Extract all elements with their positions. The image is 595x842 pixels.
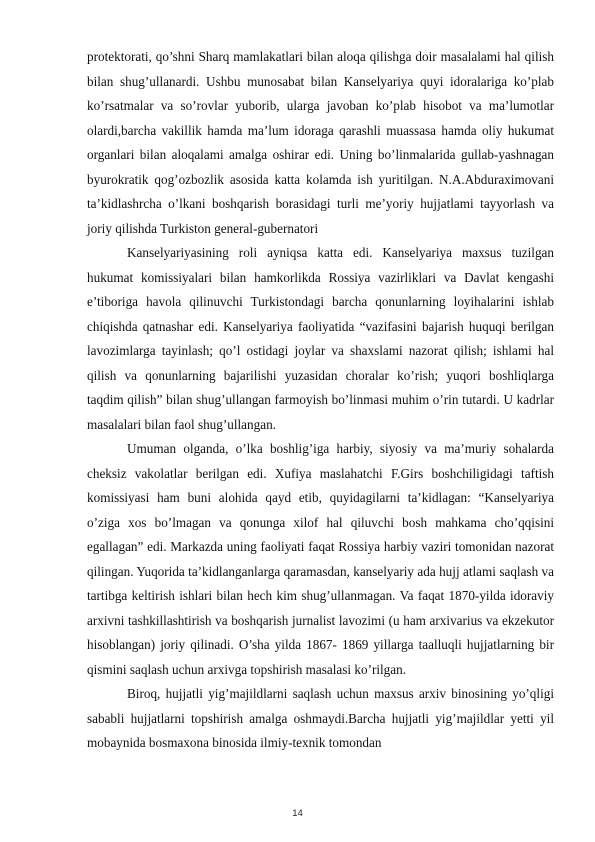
paragraph-3: Umuman olganda, o’lka boshlig’iga harbiy, siyosiy va ma’muriy sohalarda cheksiz vakolatlar berilgan edi. Xufiya maslahatchi F.Girs boshchiligidagi taftish komissiyasi ham buni alohida qayd etib, quyidagilarni ta’kidlagan: “Kanselyariya o’ziga xos bo’lmagan va qonunga xilof hal qiluvchi bosh mahkama cho’qqisini egallagan” edi. Markazda uning faoliyati faqat Rossiya harbiy vaziri tomonidan nazorat qilingan. Yuqorida ta’kidlanganlarga qaramasdan, kanselyariy ada hujj atlami saqlash va tartibga keltirish ishlari bilan hech kim shug’ullanmagan. Va faqat 1870-yilda idoraviy arxivni tashkillashtirish va boshqarish jurnalist lavozimi (u ham arxivarius va ekzekutor hisoblangan) joriy qilinadi. O’sha yilda 1867- 1869 yillarga taalluqli hujjatlarning bir qismini saqlash uchun arxivga topshirish masalasi ko’rilgan. bbox=[87, 441, 554, 677]
paragraph-1: protektorati, qo’shni Sharq mamlakatlari bilan aloqa qilishga doir masalalami hal qilish bilan shug’ullanardi. Ushbu munosabat bilan Kanselyariya quyi idoralariga ko’plab ko’rsatmalar va so’rovlar yuborib, ularga javoban ko’plab hisobot va ma’lumotlar olardi,barcha vakillik hamda ma’lum idoraga qarashli muassasa hamda oliy hukumat organlari bilan aloqalami amalga oshirar edi. Uning bo’linmalarida gullab-yashnagan byurokratik qog’ozbozlik asosida katta kolamda ish yuritilgan. N.A.Abduraximovani ta’kidlashrcha o’lkani boshqarish borasidagi turli me’yoriy hujjatlami tayyorlash va joriy qilishda Turkiston general-gubernatori bbox=[87, 49, 554, 236]
page-number: 14 bbox=[292, 808, 303, 819]
paragraph-2: Kanselyariyasining roli ayniqsa katta edi. Kanselyariya maxsus tuzilgan hukumat komissiyalari bilan hamkorlikda Rossiya vazirliklari va Davlat kengashi e’tiboriga havola qilinuvchi Turkistondagi barcha qonunlarning loyihalarini ishlab chiqishda qatnashar edi. Kanselyariya faoliyatida “vazifasini bajarish huquqi berilgan lavozimlarga tayinlash; qo’l ostidagi joylar va shaxslami nazorat qilish; ishlami hal qilish va qonunlarning bajarilishi yuzasidan choralar ko’rish; yuqori boshliqlarga taqdim qilish” bilan shug’ullangan farmoyish bo’linmasi muhim o’rin tutardi. U kadrlar masalalari bilan faol shug’ullangan. bbox=[87, 245, 554, 432]
body-text bbox=[87, 45, 554, 756]
paragraph-4: Biroq, hujjatli yig’majildlarni saqlash uchun maxsus arxiv binosining yo’qligi sababli hujjatlarni topshirish amalga oshmaydi.Barcha hujjatli yig’majildlar yetti yil mobaynida bosmaxona binosida ilmiy-texnik tomondan bbox=[87, 686, 554, 750]
